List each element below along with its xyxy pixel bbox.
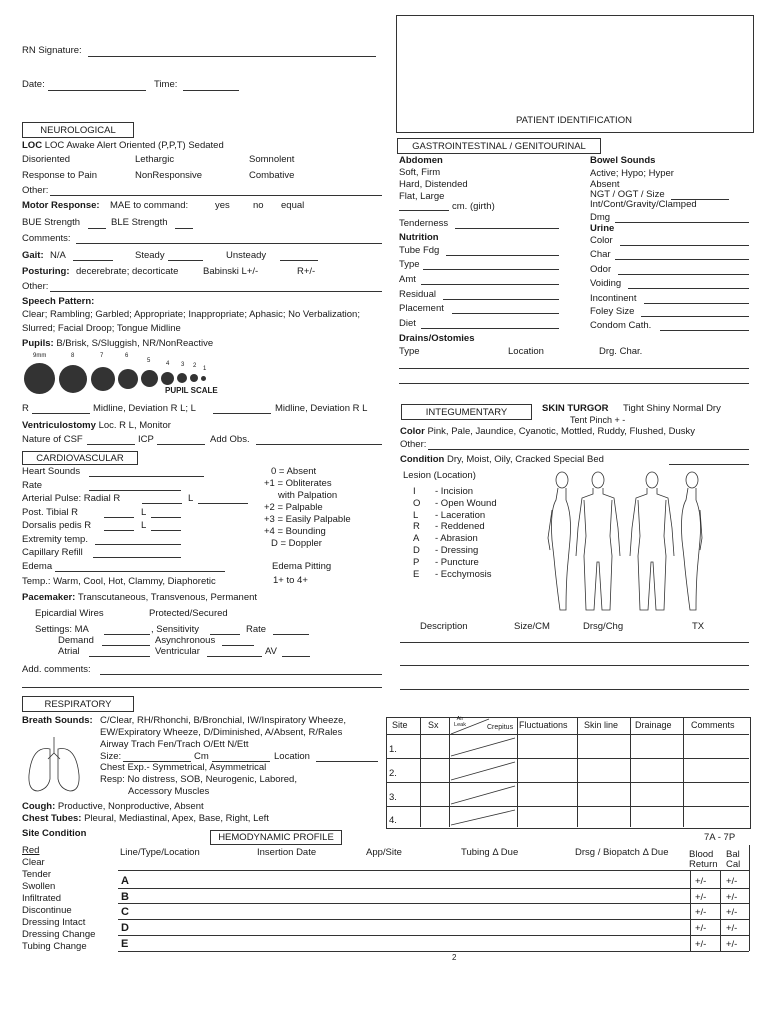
pupil-7mm-dot [91,367,115,391]
posturing-label: Posturing: [22,266,70,277]
lesion-code: L [413,510,419,521]
wound-line-2[interactable] [400,665,749,666]
heart-sounds-label: Heart Sounds [22,466,81,477]
edema-label: Edema [22,561,53,572]
no-option[interactable]: no [253,200,264,211]
tube-label: Tube Fdg [399,245,440,256]
demand-line[interactable] [102,645,150,646]
av-label: AV [265,646,277,657]
int-options[interactable]: Int/Cont/Gravity/Clamped [590,199,697,210]
wound-col-size: Size/CM [514,621,550,632]
addobs-line[interactable] [256,444,382,445]
dmg-line[interactable] [615,222,749,223]
hemo-col-line: Line/Type/Location [120,847,200,858]
resp-header: RESPIRATORY [22,696,134,712]
neuro-header: NEUROLOGICAL [22,122,134,138]
pupil-2mm-dot [190,374,198,382]
foley-label: Foley Size [590,306,635,317]
urine-char-label: Char [590,249,611,260]
wound-line-3[interactable] [400,689,749,690]
arterial-l-line[interactable] [198,503,248,504]
diet-line[interactable] [421,328,559,329]
soft-option[interactable]: Soft, Firm [399,167,441,178]
wound-col-drsg: Drsg/Chg [583,621,624,632]
breath-options-2[interactable]: EW/Expiratory Wheeze, D/Diminished, A/Absent, R/Rales [100,727,343,738]
pulse-scale-3: +3 = Easily Palpable [264,514,351,525]
gi-header: GASTROINTESTINAL / GENITOURINAL [397,138,601,154]
resp-options[interactable]: Resp: No distress, SOB, Neurogenic, Labored, [100,774,297,785]
ventricular-line[interactable] [207,656,262,657]
addcomments-line-2[interactable] [22,687,382,688]
settings-rate-label: Rate [246,624,267,635]
hemo-col-bal: Bal Cal [726,849,741,870]
pupil-scale-label: PUPIL SCALE [165,386,218,395]
speech-options-1[interactable]: Clear; Rambling; Garbled; Appropriate; Inappropriate; Aphasic; No Verbalization; [22,309,360,320]
response-pain-option[interactable]: Response to Pain [22,170,97,181]
table-col-divider [577,717,578,827]
airway-location-label: Location [274,751,310,762]
amt-label: Amt [399,274,416,285]
csf-label: Nature of CSF [22,434,83,445]
hemo-row-c[interactable]: C [121,906,129,918]
demand-label: Demand [58,635,94,646]
blood-return-pm[interactable]: +/- [695,892,707,903]
size-label: Size: [100,751,122,762]
table-header-airleak: Air Leak [454,716,466,728]
dorsalis-l-line[interactable] [151,530,181,531]
icp-label: ICP [138,434,154,445]
drains-type-label: Type [399,346,420,357]
cough-row: Cough: Productive, Nonproductive, Absent [22,801,204,812]
tibial-label: Post. Tibial R [22,507,78,518]
comments-label: Comments: [22,233,71,244]
integ-color-row: Color Pink, Pale, Jaundice, Cyanotic, Mottled, Ruddy, Flushed, Dusky [400,426,695,437]
site-condition-label: Site Condition [22,828,87,839]
dorsalis-l-label: L [141,520,147,531]
pulse-scale-4: +4 = Bounding [264,526,326,537]
placement-label: Placement [399,303,444,314]
pupil-size-label: 7 [100,353,104,359]
pupil-size-label: 4 [166,361,170,367]
hemo-col-drsg: Drsg / Biopatch Δ Due [575,847,669,858]
condition-row: Condition Dry, Moist, Oily, Cracked Special Bed [400,454,604,465]
atrial-line[interactable] [89,656,150,657]
edema-line[interactable] [55,571,225,572]
speech-options-2[interactable]: Slurred; Facial Droop; Tongue Midline [22,323,181,334]
neuro-other2-label: Other: [22,281,49,292]
midline-r-label: Midline, Deviation R L; L [93,403,196,414]
tenderness-label: Tenderness [399,218,449,229]
combative-option[interactable]: Combative [249,170,295,181]
table-row-divider [386,734,749,735]
lesion-desc: - Laceration [435,510,486,521]
lesion-code: R [413,521,420,532]
condition-tender[interactable]: Tender [22,869,52,880]
addobs-label: Add Obs. [210,434,250,445]
table-row-divider [386,806,749,807]
integ-other-line[interactable] [428,449,749,450]
pulse-scale-d: D = Doppler [271,538,322,549]
settings-ma-line[interactable] [104,634,150,635]
date-line[interactable] [48,90,146,91]
urine-label: Urine [590,223,615,234]
hemo-row-divider [118,888,749,889]
addcomments-line-1[interactable] [100,674,382,675]
date-label: Date: [22,79,45,90]
table-row-number: 4. [389,815,397,826]
ngt-label: NGT / OGT / Size [590,189,665,200]
gait-na-option[interactable]: N/A [50,250,66,261]
hemo-header: HEMODYNAMIC PROFILE [210,830,342,845]
pulse-scale-1b: with Palpation [278,490,338,501]
table-header-drainage: Drainage [635,720,672,730]
table-header-site: Site [392,720,408,730]
body-figure-side-2[interactable] [682,472,703,610]
heart-sounds-line[interactable] [89,476,204,477]
pupil-size-label: 1 [203,366,207,372]
extremity-line[interactable] [95,544,181,545]
arterial-r-line[interactable] [142,503,182,504]
lesion-desc: - Open Wound [435,498,497,509]
urine-odor-label: Odor [590,264,612,275]
rn-signature-line[interactable] [88,56,376,57]
hemo-col-insertion: Insertion Date [257,847,317,858]
accessory-option[interactable]: Accessory Muscles [128,786,210,797]
tibial-l-line[interactable] [151,517,181,518]
motor-label: Motor Response: [22,200,100,211]
wound-col-tx: TX [692,621,705,632]
hemo-row-divider [118,919,749,920]
hemo-col-blood: Blood Return [689,849,718,870]
nonresponsive-option[interactable]: NonResponsive [135,170,203,181]
blood-return-pm[interactable]: +/- [695,923,707,934]
breath-sounds-label: Breath Sounds: [22,715,93,726]
bal-cal-pm[interactable]: +/- [726,892,738,903]
blood-return-pm[interactable]: +/- [695,876,707,887]
patient-id-label: PATIENT IDENTIFICATION [516,115,632,126]
body-figure-side[interactable] [548,472,571,610]
table-row-divider [386,782,749,783]
airway-options[interactable]: Airway Trach Fen/Trach O/Ett N/Ett [100,739,249,750]
condition-discontinue[interactable]: Discontinue [22,905,72,916]
urine-color-label: Color [590,235,613,246]
lethargic-option[interactable]: Lethargic [135,154,175,165]
girth-label: cm. (girth) [452,201,495,212]
async-label: Asynchronous [155,635,216,646]
residual-label: Residual [399,289,436,300]
bue-label: BUE Strength [22,217,81,228]
breath-options-1[interactable]: C/Clear, RH/Rhonchi, B/Bronchial, IW/Inspiratory Wheeze, [100,715,347,726]
lesion-desc: - Puncture [435,557,479,568]
voiding-line[interactable] [628,288,749,289]
atrial-label: Atrial [58,646,80,657]
hemo-row-d[interactable]: D [121,922,129,934]
capillary-line[interactable] [93,557,181,558]
comments-line[interactable] [76,243,382,244]
table-col-divider [683,717,684,827]
neuro-other-label: Other: [22,185,49,196]
hemo-row-divider [118,951,749,952]
chest-tubes-row: Chest Tubes: Pleural, Mediastinal, Apex, Base, Right, Left [22,813,269,824]
pupil-4mm-dot [161,372,174,385]
special-bed-line[interactable] [669,464,749,465]
table-header-crepitus: Crepitus [487,724,514,731]
lesion-desc: - Incision [435,486,474,497]
icp-line[interactable] [157,444,205,445]
residual-line[interactable] [443,299,559,300]
babinski-option[interactable]: Babinski L+/- [203,266,259,277]
lesion-label: Lesion (Location) [403,470,476,481]
settings-rate-line[interactable] [273,634,309,635]
pupils-row: Pupils: B/Brisk, S/Sluggish, NR/NonReactive [22,338,214,349]
temp-options[interactable]: Temp.: Warm, Cool, Hot, Clammy, Diaphoretic [22,576,216,587]
diet-label: Diet [399,318,416,329]
arterial-l-label: L [188,493,194,504]
blood-return-pm[interactable]: +/- [695,907,707,918]
table-col-divider [420,717,421,827]
hemo-col-tubing: Tubing Δ Due [461,847,519,858]
bal-cal-pm[interactable]: +/- [726,939,738,950]
table-row-number: 2. [389,768,397,779]
wound-col-description: Description [420,621,468,632]
blood-return-pm[interactable]: +/- [695,939,707,950]
lesion-code: P [413,557,420,568]
hemo-row-divider [118,903,749,904]
tibial-r-line[interactable] [104,517,134,518]
neuro-other2-line[interactable] [50,291,382,292]
edema-range-label: 1+ to 4+ [273,575,308,586]
urine-char-line[interactable] [615,259,749,260]
somnolent-option[interactable]: Somnolent [249,154,295,165]
table-header-skinline: Skin line [584,720,619,730]
drains-line-1[interactable] [399,368,749,369]
lesion-desc: - Reddened [435,521,485,532]
condition-dressing-intact[interactable]: Dressing Intact [22,917,86,928]
cardio-header: CARDIOVASCULAR [22,451,138,465]
pacemaker-row: Pacemaker: Transcutaneous, Transvenous, Permanent [22,592,258,603]
drains-label: Drains/Ostomies [399,333,475,344]
neuro-other-line[interactable] [50,195,382,196]
posturing-options[interactable]: decerebrate; decorticate [76,266,179,277]
pupil-1mm-dot [201,376,206,381]
body-figure-back[interactable] [630,472,674,610]
capillary-label: Capillary Refill [22,547,83,558]
lesion-desc: - Abrasion [435,533,478,544]
table-header-comments: Comments [691,720,735,730]
tenderness-line[interactable] [455,228,559,229]
body-diagram[interactable] [540,470,750,616]
table-row-number: 1. [389,744,397,755]
sensitivity-label: , Sensitivity [151,624,200,635]
pupil-size-label: 8 [71,353,75,359]
pupil-r-line[interactable] [32,413,90,414]
pupil-size-label: 9mm [33,353,47,359]
condition-infiltrated[interactable]: Infiltrated [22,893,62,904]
bal-cal-pm[interactable]: +/- [726,876,738,887]
drains-char-label: Drg. Char. [599,346,643,357]
rn-signature-label: RN Signature: [22,45,82,56]
pupil-l-line[interactable] [213,413,271,414]
pupil-r-label: R [22,403,29,414]
table-col-divider [517,717,518,827]
settings-label: Settings: MA [35,624,89,635]
hemo-row-b[interactable]: B [121,891,129,903]
foley-line[interactable] [641,316,749,317]
csf-line[interactable] [87,444,135,445]
addcomments-label: Add. comments: [22,664,91,675]
girth-line[interactable] [399,210,449,211]
pulse-scale-2: +2 = Palpable [264,502,323,513]
condition-tubing-change[interactable]: Tubing Change [22,941,87,952]
gait-label: Gait: [22,250,44,261]
nutrition-label: Nutrition [399,232,439,243]
body-figure-front[interactable] [576,472,620,610]
condition-swollen[interactable]: Swollen [22,881,56,892]
amt-line[interactable] [421,284,559,285]
tent-pinch-option[interactable]: Tent Pinch + - [570,415,626,425]
integ-header: INTEGUMENTARY [401,404,532,420]
hemo-col-divider [690,870,691,951]
incontinent-line[interactable] [644,303,749,304]
epicardial-label: Epicardial Wires [35,608,104,619]
hemo-col-divider [749,845,750,951]
lesion-code: O [413,498,421,509]
dmg-label: Dmg [590,212,611,223]
lesion-code: I [413,486,416,497]
pupil-size-label: 2 [193,363,197,369]
drains-location-label: Location [508,346,544,357]
babinski-r-option[interactable]: R+/- [297,266,316,277]
unsteady-line[interactable] [280,260,318,261]
table-col-divider [630,717,631,827]
bal-cal-pm[interactable]: +/- [726,923,738,934]
flat-option[interactable]: Flat, Large [399,191,445,202]
pupil-8mm-dot [59,365,87,393]
type-line[interactable] [423,269,559,270]
protected-label: Protected/Secured [149,608,228,619]
pulse-scale-0: 0 = Absent [271,466,317,477]
condition-clear[interactable]: Clear [22,857,45,868]
chest-exp-options[interactable]: Chest Exp.- Symmetrical, Asymmetrical [100,762,267,773]
disoriented-option[interactable]: Disoriented [22,154,71,165]
hemo-row-divider [118,935,749,936]
hemo-row-divider [118,870,749,871]
pupil-size-label: 3 [181,362,185,368]
yes-option[interactable]: yes [215,200,230,211]
dorsalis-r-line[interactable] [104,530,134,531]
pupil-9mm-dot [24,363,55,394]
lesion-desc: - Ecchymosis [435,569,492,580]
lesion-code: D [413,545,420,556]
midline-l-label: Midline, Deviation R L [275,403,368,414]
condom-label: Condom Cath. [590,320,652,331]
pupil-6mm-dot [118,369,138,389]
bowel-active-option[interactable]: Active; Hypo; Hyper [590,168,674,179]
hemo-col-app: App/Site [366,847,402,858]
voiding-label: Voiding [590,278,622,289]
equal-option[interactable]: equal [281,200,305,211]
page-number: 2 [452,953,457,962]
lesion-desc: - Dressing [435,545,479,556]
abdomen-label: Abdomen [399,155,443,166]
av-line[interactable] [282,656,310,657]
integ-other-label: Other: [400,439,427,450]
drains-line-2[interactable] [399,383,749,384]
hemo-col-divider [720,870,721,951]
wound-line-1[interactable] [400,642,749,643]
placement-line[interactable] [452,313,559,314]
shift-label: 7A - 7P [704,832,736,843]
turgor-label: SKIN TURGOR [542,403,609,414]
hemo-row-a[interactable]: A [121,875,129,887]
airway-location-line[interactable] [316,761,378,762]
extremity-label: Extremity temp. [22,534,88,545]
pupil-size-label: 6 [125,353,129,359]
steady-option[interactable]: Steady [135,250,165,261]
ble-line[interactable] [175,228,193,229]
async-line[interactable] [222,645,254,646]
table-header-fluctuations: Fluctuations [519,720,568,730]
bowel-absent-option[interactable]: Absent [590,179,620,190]
lesion-code: E [413,569,420,580]
unsteady-option[interactable]: Unsteady [226,250,267,261]
table-row-number: 3. [389,792,397,803]
rate-line[interactable] [89,490,181,491]
hard-option[interactable]: Hard, Distended [399,179,468,190]
urine-color-line[interactable] [620,245,749,246]
time-label: Time: [154,79,178,90]
gait-na-line[interactable] [73,260,113,261]
incontinent-label: Incontinent [590,293,637,304]
bue-line[interactable] [88,228,106,229]
bal-cal-pm[interactable]: +/- [726,907,738,918]
condition-dressing-change[interactable]: Dressing Change [22,929,96,940]
turgor-options[interactable]: Tight Shiny Normal Dry [623,403,721,414]
airleak-crepitus-dividers [449,717,517,827]
loc-label: LOC LOC Awake Alert Oriented (P,P,T) Sedated [22,140,224,151]
dorsalis-label: Dorsalis pedis R [22,520,92,531]
tibial-l-label: L [141,507,147,518]
ventric-row: Ventriculostomy Loc. R L, Monitor [22,420,171,431]
hemo-row-e[interactable]: E [121,938,129,950]
mae-label: MAE to command: [110,200,189,211]
table-row-divider [386,758,749,759]
urine-odor-line[interactable] [618,274,749,275]
tube-line[interactable] [446,255,559,256]
condition-red[interactable]: Red [22,845,40,856]
pulse-scale-1: +1 = Obliterates [264,478,332,489]
bowel-label: Bowel Sounds [590,155,656,166]
pupil-3mm-dot [177,373,187,383]
pupil-5mm-dot [141,370,158,387]
table-header-sx: Sx [428,720,439,730]
steady-line[interactable] [168,260,203,261]
ble-label: BLE Strength [111,217,168,228]
lesion-code: A [413,533,420,544]
speech-label: Speech Pattern: [22,296,95,307]
cm-label: Cm [194,751,209,762]
lungs-icon [24,735,84,795]
ventricular-label: Ventricular [155,646,200,657]
arterial-label: Arterial Pulse: Radial R [22,493,121,504]
type-label: Type [399,259,420,270]
pupil-size-label: 5 [147,358,151,364]
time-line[interactable] [183,90,239,91]
edema-pitting-label: Edema Pitting [272,561,332,572]
condom-line[interactable] [660,330,749,331]
rate-label: Rate [22,480,43,491]
